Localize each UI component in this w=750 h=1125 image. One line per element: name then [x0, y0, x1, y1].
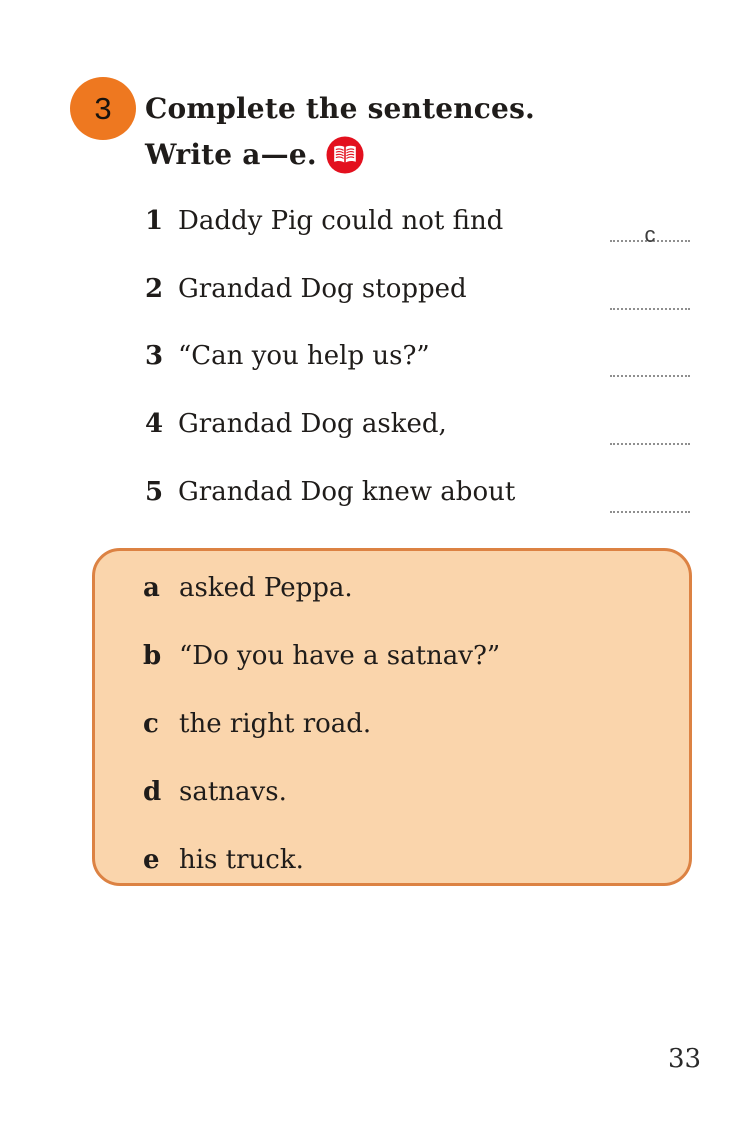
- option-e: [143, 843, 304, 877]
- option-c: [143, 707, 371, 741]
- answer-line-2[interactable]: [610, 278, 690, 310]
- sentence-item-2: [145, 274, 690, 316]
- sentence-item-3: [145, 341, 690, 383]
- option-text: asked Peppa.: [179, 573, 353, 603]
- page-number: 33: [668, 1044, 702, 1074]
- item-number: 4: [145, 409, 164, 439]
- heading-line-2-wrap: [145, 132, 535, 178]
- options-box: [92, 548, 692, 886]
- option-letter: e: [143, 845, 160, 875]
- answer-line-3[interactable]: [610, 345, 690, 377]
- item-number: 5: [145, 477, 164, 507]
- option-letter: a: [143, 573, 160, 603]
- answer-line-5[interactable]: [610, 481, 690, 513]
- option-letter: d: [143, 777, 162, 807]
- item-number: 3: [145, 341, 164, 371]
- answer-text-1: c: [644, 222, 656, 247]
- heading-line-2: Write a—e.: [145, 138, 317, 171]
- option-d: [143, 775, 287, 809]
- option-text: satnavs.: [179, 777, 287, 807]
- sentence-item-5: [145, 477, 690, 519]
- item-text: Grandad Dog stopped: [178, 274, 467, 304]
- item-text: Grandad Dog asked,: [178, 409, 447, 439]
- heading-line-1: Complete the sentences.: [145, 92, 535, 125]
- item-text: Grandad Dog knew about: [178, 477, 516, 507]
- sentence-item-1: [145, 206, 690, 248]
- open-book-icon: [326, 136, 364, 174]
- option-a: [143, 571, 353, 605]
- option-text: “Do you have a satnav?”: [179, 641, 501, 671]
- sentence-item-4: [145, 409, 690, 451]
- option-text: the right road.: [179, 709, 372, 739]
- item-text: “Can you help us?”: [178, 341, 430, 371]
- option-b: [143, 639, 500, 673]
- option-letter: b: [143, 641, 162, 671]
- item-number: 1: [145, 206, 164, 236]
- item-text: Daddy Pig could not find: [178, 206, 504, 236]
- exercise-number: 3: [94, 90, 112, 126]
- answer-line-4[interactable]: [610, 413, 690, 445]
- item-number: 2: [145, 274, 164, 304]
- exercise-heading: [145, 86, 535, 178]
- answer-line-1[interactable]: [610, 210, 690, 247]
- option-text: his truck.: [179, 845, 304, 875]
- option-letter: c: [143, 709, 159, 739]
- exercise-number-badge: [70, 77, 136, 140]
